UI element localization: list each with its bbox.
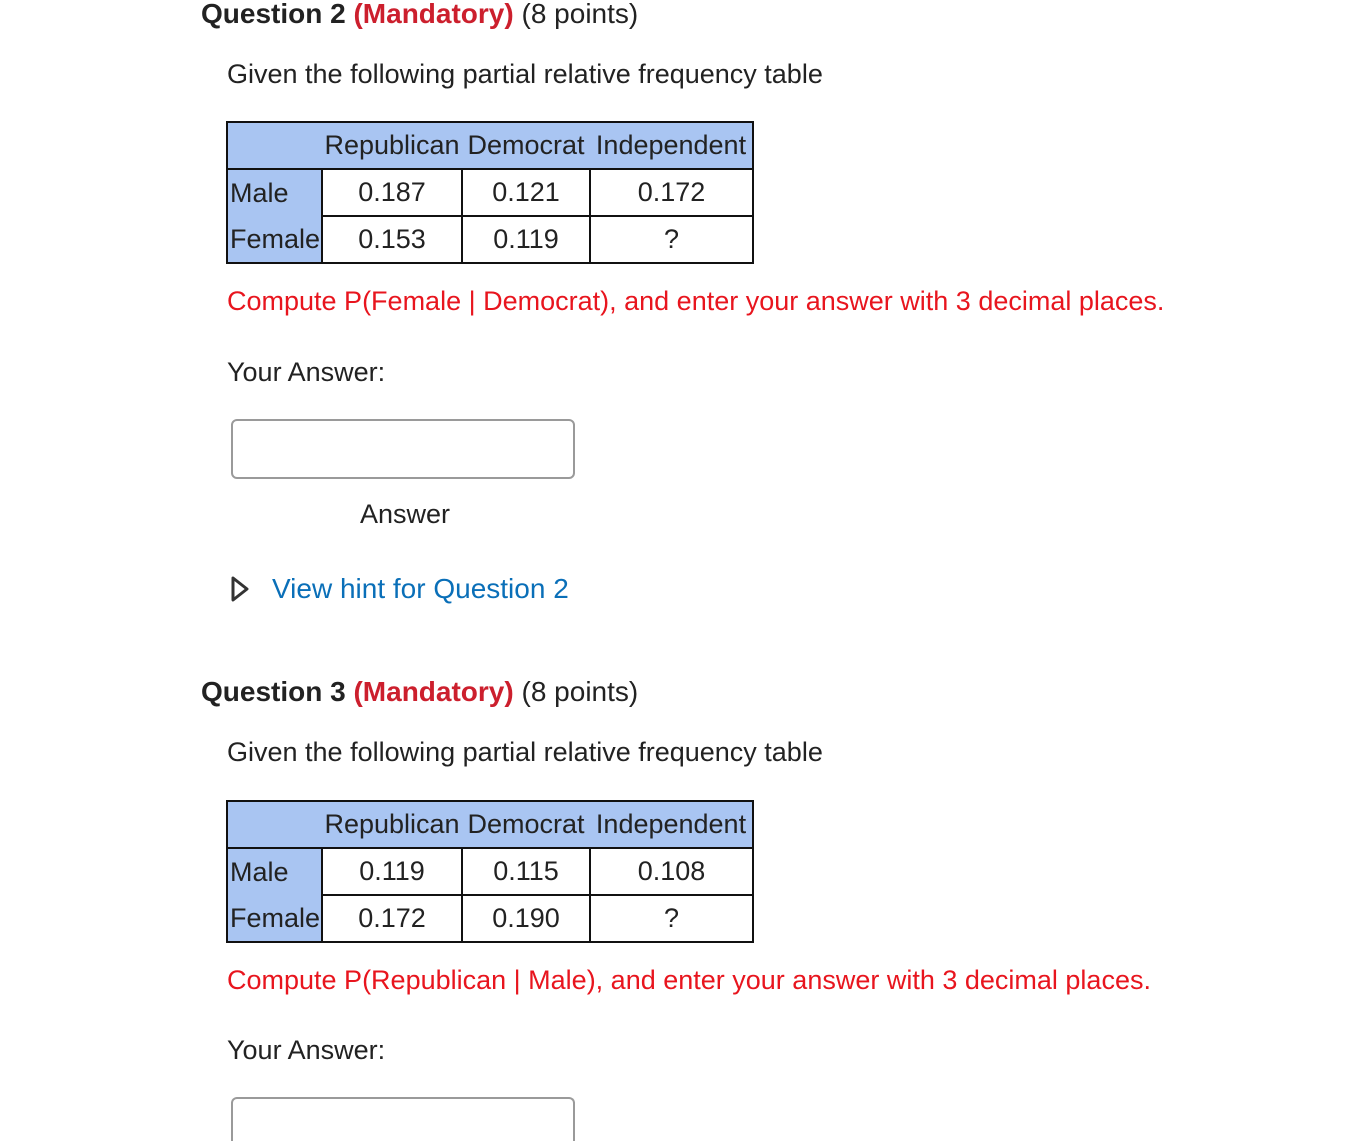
- hint-toggle[interactable]: [230, 572, 569, 606]
- table-row: [227, 848, 753, 895]
- table-cell: 0.119: [322, 848, 462, 895]
- mandatory-label: (Mandatory): [353, 0, 514, 29]
- table-header-republican: Republican: [322, 122, 462, 169]
- question-prompt: Given the following partial relative frequency table: [227, 737, 823, 767]
- question-instruction: Compute P(Republican | Male), and enter your answer with 3 decimal places.: [227, 965, 1151, 995]
- table-cell: ?: [590, 895, 753, 942]
- question-title: [201, 0, 638, 31]
- table-row: [227, 895, 753, 942]
- table-cell: ?: [590, 216, 753, 263]
- answer-input[interactable]: [231, 419, 575, 479]
- answer-caption: Answer: [359, 499, 451, 529]
- points-label: (8 points): [521, 676, 639, 707]
- table-cell: 0.115: [462, 848, 590, 895]
- row-label-male: Male: [227, 169, 322, 216]
- table-row: [227, 216, 753, 263]
- row-label-female: Female: [227, 216, 322, 263]
- frequency-table: [226, 800, 754, 943]
- row-label-female: Female: [227, 895, 322, 942]
- table-cell: 0.172: [322, 895, 462, 942]
- question-instruction: Compute P(Female | Democrat), and enter your answer with 3 decimal places.: [227, 286, 1165, 316]
- question-number: Question 2: [201, 0, 346, 29]
- table-cell: 0.108: [590, 848, 753, 895]
- question-number: Question 3: [201, 676, 346, 707]
- table-cell: 0.190: [462, 895, 590, 942]
- table-header-row: [227, 122, 753, 169]
- answer-input[interactable]: [231, 1097, 575, 1141]
- table-header-democrat: Democrat: [462, 801, 590, 848]
- table-cell: 0.172: [590, 169, 753, 216]
- table-header-independent: Independent: [590, 801, 753, 848]
- question-prompt: Given the following partial relative frequency table: [227, 59, 823, 89]
- answer-label: Your Answer:: [227, 357, 386, 387]
- points-label: (8 points): [521, 0, 639, 29]
- table-header-independent: Independent: [590, 122, 753, 169]
- table-header-empty: [227, 801, 322, 848]
- table-cell: 0.153: [322, 216, 462, 263]
- table-header-empty: [227, 122, 322, 169]
- frequency-table: [226, 121, 754, 264]
- triangle-right-icon: [230, 575, 250, 603]
- table-header-democrat: Democrat: [462, 122, 590, 169]
- question-title: [201, 675, 638, 709]
- table-row: [227, 169, 753, 216]
- table-cell: 0.119: [462, 216, 590, 263]
- answer-label: Your Answer:: [227, 1035, 386, 1065]
- mandatory-label: (Mandatory): [353, 676, 514, 707]
- table-cell: 0.121: [462, 169, 590, 216]
- row-label-male: Male: [227, 848, 322, 895]
- table-header-row: [227, 801, 753, 848]
- table-header-republican: Republican: [322, 801, 462, 848]
- table-cell: 0.187: [322, 169, 462, 216]
- hint-link[interactable]: View hint for Question 2: [272, 573, 569, 604]
